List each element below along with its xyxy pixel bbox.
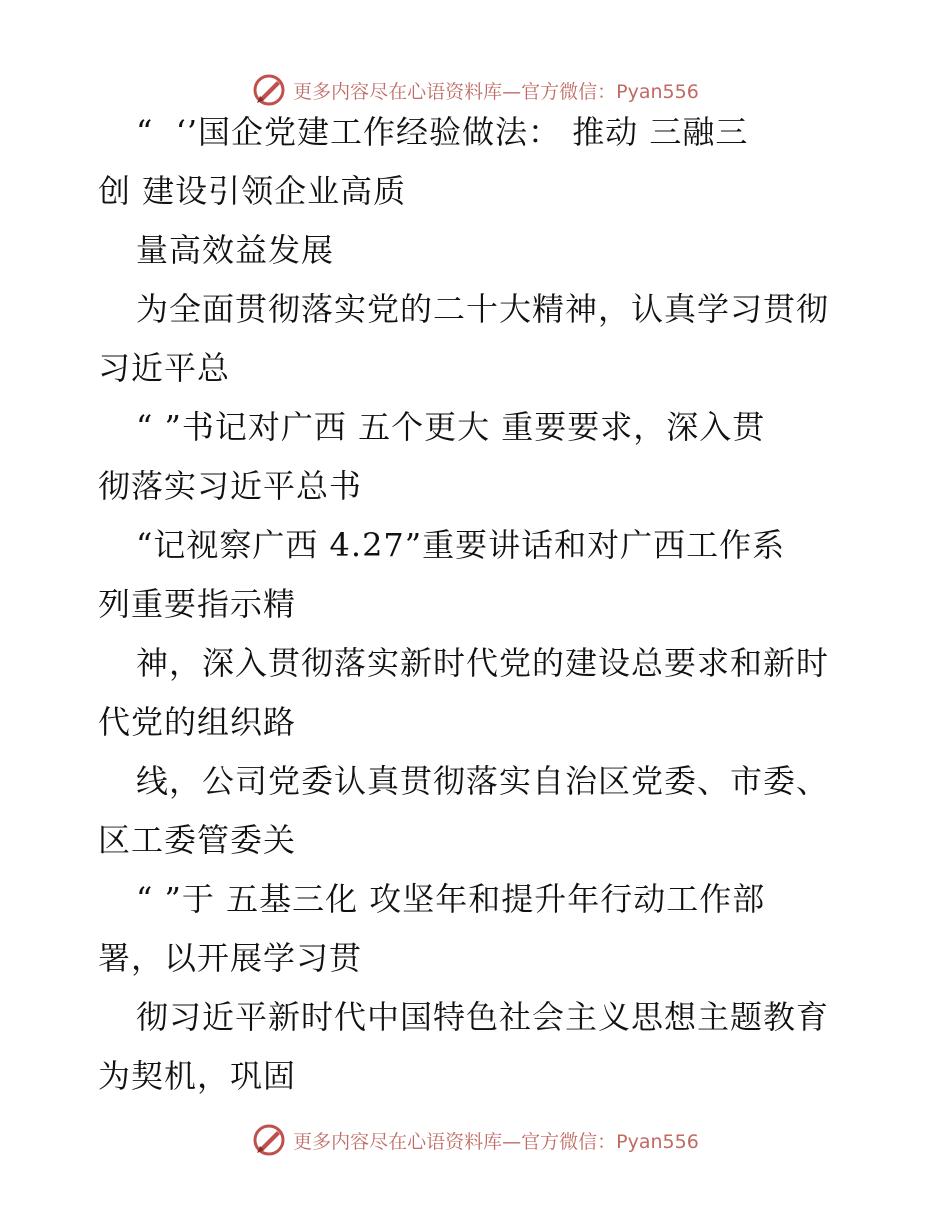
pen-nib-circle-icon xyxy=(251,72,287,108)
text-line: 创 建设引领企业高质 xyxy=(98,172,407,210)
text-line: 线，公司党委认真贯彻落实自治区党委、市委、 xyxy=(136,762,830,800)
header-watermark xyxy=(0,72,950,108)
watermark-text: 更多内容尽在心语资料库—官方微信：Pyan556 xyxy=(293,1130,699,1153)
text-line: 代党的组织路 xyxy=(98,703,297,741)
text-line: “ ”于 五基三化 攻坚年和提升年行动工作部 xyxy=(136,880,766,918)
text-line: 区工委管委关 xyxy=(98,821,297,859)
text-line: 列重要指示精 xyxy=(98,585,297,623)
text-line: 量高效益发展 xyxy=(136,231,335,269)
text-line: 神，深入贯彻落实新时代党的建设总要求和新时 xyxy=(136,644,830,682)
text-line: 署，以开展学习贯 xyxy=(98,939,363,977)
text-line: 彻习近平新时代中国特色社会主义思想主题教育 xyxy=(136,998,830,1036)
text-line: 彻落实习近平总书 xyxy=(98,467,363,505)
footer-watermark xyxy=(0,1122,950,1158)
text-line: “ ”书记对广西 五个更大 重要要求，深入贯 xyxy=(136,408,766,446)
pen-nib-circle-icon xyxy=(251,1122,287,1158)
watermark-text: 更多内容尽在心语资料库—官方微信：Pyan556 xyxy=(293,80,699,103)
text-line: 为契机，巩固 xyxy=(98,1057,297,1095)
text-line: 习近平总 xyxy=(98,349,231,387)
text-line: 为全面贯彻落实党的二十大精神，认真学习贯彻 xyxy=(136,290,830,328)
text-line: “ ‘’国企党建工作经验做法： 推动 三融三 xyxy=(136,113,749,151)
text-line: “记视察广西 4.27”重要讲话和对广西工作系 xyxy=(136,526,786,564)
